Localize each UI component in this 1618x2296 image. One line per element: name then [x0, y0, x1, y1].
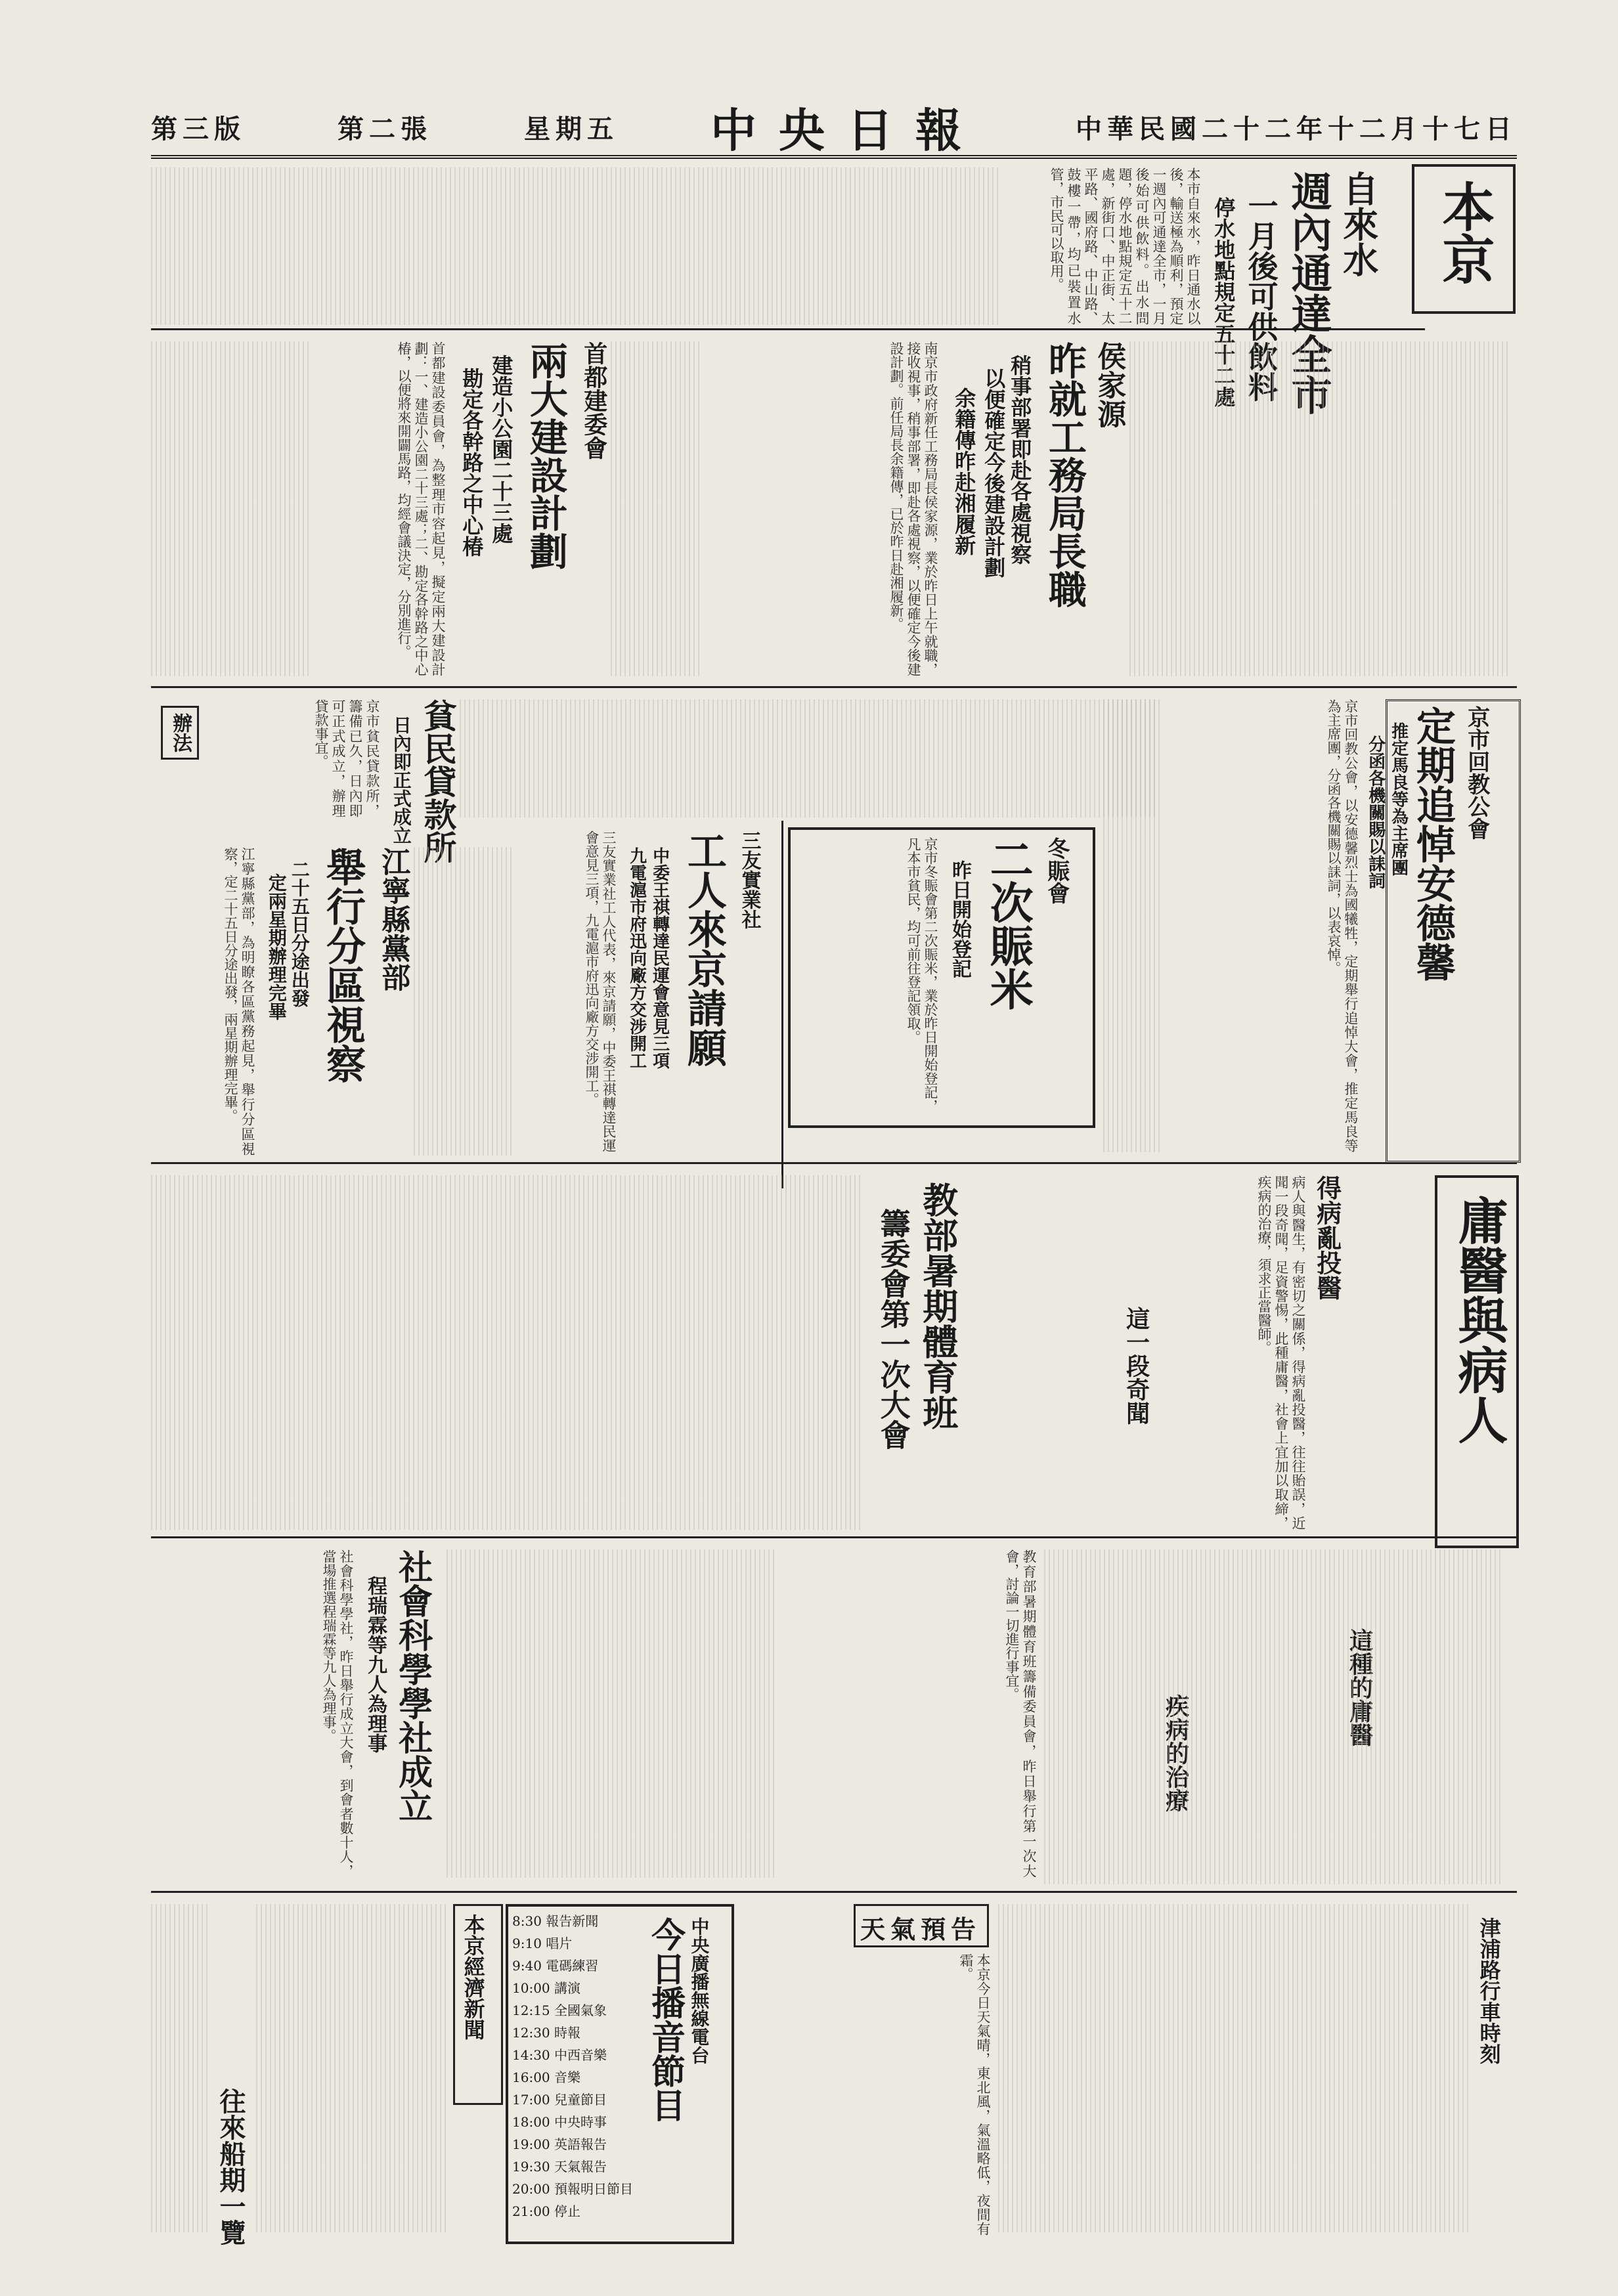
- article-subtitle: 一月後可供飲料: [1243, 190, 1279, 402]
- rail-table: [998, 1904, 1471, 2232]
- radio-program: 停止: [554, 2203, 580, 2219]
- article-body: 首都建設委員會，為整理市容起見，擬定兩大建設計劃：一、建造小公園二十三處；二、勘定各幹路之中心椿，以便將來開闢馬路，均經會議決定，分別進行。: [396, 341, 446, 676]
- text-texture: [151, 167, 998, 325]
- article-head: 自來水: [1337, 171, 1380, 277]
- rule: [781, 821, 783, 1188]
- article-subtitle: 分函各機關賜以誄詞: [1365, 735, 1386, 889]
- article-subtitle: 日內即正式成立: [390, 716, 412, 844]
- radio-title: 今日播音節目: [645, 1917, 686, 2122]
- rule: [151, 686, 1517, 688]
- radio-time: 10:00: [512, 1980, 554, 1996]
- radio-row: [512, 2000, 637, 2021]
- radio-time: 21:00: [512, 2203, 554, 2219]
- article-subtitle: 建造小公園二十三處: [489, 355, 514, 544]
- article-title: 二次賑米: [982, 837, 1034, 1010]
- loan-tag: 辦法: [161, 706, 199, 760]
- article-body: 江寧縣黨部，為明瞭各區黨務起見，舉行分區視察，定二十五日分途出發，兩星期辦理完畢。: [223, 847, 255, 1156]
- section-label: 本京: [1433, 180, 1495, 285]
- article-subtitle: 定兩星期辦理完畢: [265, 873, 288, 1020]
- article-body: 南京市政府新任工務局長侯家源，業於昨日上午就職，接收視事，稍事部署，即赴各處視察，以便確定今後建設計劃。前任局長余籍傳，已於昨日赴湘履新。: [888, 341, 938, 676]
- column-title: 庸醫與病人: [1450, 1195, 1508, 1444]
- radio-row: [512, 1911, 637, 1932]
- radio-row: [512, 2178, 637, 2199]
- article-body: 京市冬賑會第二次賑米，業於昨日開始登記，凡本市貧民，均可前往登記領取。: [906, 837, 938, 1113]
- article-body: 本市自來水，昨日通水以後，輸送極為順利，預定一週內可通達全市，一月後始可供飲料。出水問題，停水地點規定五十二處，新街口、中正街、太平路、國府路、中山路、鼓樓一帶，均已裝置水管，市民可以取用。: [1049, 167, 1201, 325]
- market-table: [256, 1904, 447, 2232]
- radio-row: [512, 2156, 637, 2177]
- radio-row: [512, 1955, 637, 1976]
- radio-program: 中央時事: [554, 2114, 607, 2130]
- text-texture: [151, 1175, 860, 1530]
- article-subtitle: 推定馬良等為主席團: [1388, 722, 1409, 876]
- column-subtitle: 疾病的治療: [1162, 1694, 1190, 1812]
- article-title: 兩大建設計劃: [523, 341, 568, 570]
- article-head: 京市回教公會: [1463, 706, 1490, 840]
- radio-row: [512, 2067, 637, 2088]
- text-texture: [447, 1549, 775, 1878]
- column-subtitle: 這一段奇聞: [1122, 1307, 1150, 1425]
- article-subtitle: 余籍傳昨赴湘履新: [951, 387, 977, 555]
- masthead-issue: 第二張: [338, 113, 432, 144]
- article-title: 週內通達全市: [1284, 171, 1333, 415]
- masthead-title: 中央日報: [711, 102, 984, 158]
- article-body: 三友實業社工人代表，來京請願，中委王祺轉達民運會意見三項，九電滬市府迅向廠方交涉開工。: [584, 831, 617, 1152]
- radio-row: [512, 2045, 637, 2066]
- masthead: [151, 98, 1517, 159]
- article-title: 昨就工務局長職: [1041, 341, 1087, 608]
- radio-time: 18:00: [512, 2114, 554, 2130]
- radio-program: 時報: [554, 2025, 580, 2041]
- radio-time: 20:00: [512, 2181, 554, 2197]
- article-head: 江寧縣黨部: [376, 847, 410, 991]
- masthead-page: 第三版: [151, 113, 246, 144]
- article-title: 貧民貸款所: [418, 699, 458, 863]
- column-subtitle: 得病亂投醫: [1312, 1175, 1342, 1300]
- weather-title: 天氣預告: [860, 1915, 982, 1944]
- radio-program: 電碼練習: [546, 1958, 599, 1974]
- article-body: 京市回教公會，以安德馨烈士為國犧牲，定期舉行追悼大會，推定馬良等為主席團，分函各機關賜以誄詞，以表哀悼。: [1326, 699, 1359, 1152]
- article-subtitle: 停水地點規定五十二處: [1211, 197, 1236, 407]
- article-body: 京市貧民貸款所，籌備已久，日內即可正式成立，辦理貸款事宜。: [313, 699, 380, 817]
- article-head: 首都建委會: [580, 341, 608, 460]
- article-subtitle: 程瑞霖等九人為理事: [364, 1576, 387, 1753]
- article-title: 定期追悼安德馨: [1410, 706, 1456, 982]
- column-body: 病人與醫生，有密切之關係，得病亂投醫，往往貽誤，近聞一段奇聞，足資警惕，此種庸醫，社會上宜加以取締，疾病的治療，須求正當醫師。: [1256, 1175, 1306, 1530]
- column-subtitle: 這種的庸醫: [1345, 1628, 1374, 1746]
- radio-program: 報告新聞: [546, 1913, 599, 1929]
- article-subtitle: 昨日開始登記: [948, 860, 971, 978]
- radio-time: 14:30: [512, 2047, 554, 2063]
- radio-program: 天氣報告: [554, 2159, 607, 2175]
- section-box: [1412, 164, 1516, 314]
- article-subtitle: 中委王祺轉達民運會意見三項: [649, 847, 670, 1069]
- radio-row: [512, 2201, 637, 2222]
- radio-time: 19:00: [512, 2136, 554, 2152]
- radio-program: 兒童節目: [554, 2092, 607, 2108]
- radio-program: 講演: [554, 1980, 580, 1996]
- radio-time: 12:30: [512, 2025, 554, 2041]
- article-subtitle: 稍事部署即赴各處視察: [1007, 355, 1033, 565]
- weather-body: 本京今日天氣晴，東北風，氣溫略低，夜間有霜。: [958, 1953, 991, 2236]
- article-subtitle: 二十五日分途出發: [288, 860, 311, 1007]
- radio-row: [512, 2112, 637, 2133]
- article-title: 社會科學學社成立: [392, 1549, 433, 1823]
- ship-title: 往來船期一覽: [215, 2088, 246, 2245]
- article-subtitle: 以便確定今後建設計劃: [981, 368, 1007, 578]
- radio-program: 預報明日節目: [554, 2181, 633, 2197]
- text-texture: [1044, 1549, 1504, 1884]
- text-texture: [151, 341, 309, 676]
- radio-time: 9:40: [512, 1958, 546, 1974]
- radio-row: [512, 2089, 637, 2110]
- rule: [151, 1162, 1517, 1164]
- radio-time: 17:00: [512, 2092, 554, 2108]
- radio-program: 全國氣象: [554, 2003, 607, 2018]
- radio-time: 8:30: [512, 1913, 546, 1929]
- radio-program: 音樂: [554, 2069, 580, 2085]
- market-title: 本京經濟新聞: [460, 1914, 486, 2040]
- article-head: 三友實業社: [737, 831, 761, 929]
- rule: [151, 1891, 1517, 1893]
- rule: [151, 1536, 1517, 1538]
- article-head: 冬賑會: [1043, 837, 1070, 904]
- article-subtitle: 籌委會第一次大會: [875, 1208, 911, 1450]
- text-texture: [414, 847, 512, 1156]
- masthead-weekday: 星期五: [524, 113, 619, 144]
- radio-row: [512, 1933, 637, 1954]
- text-texture: [611, 341, 703, 676]
- text-texture: [1129, 341, 1510, 676]
- article-title: 舉行分區視察: [320, 847, 366, 1083]
- rail-title: 津浦路行車時刻: [1476, 1917, 1502, 2064]
- radio-program: 英語報告: [554, 2136, 607, 2152]
- radio-row: [512, 2134, 637, 2155]
- article-subtitle: 勘定各幹路之中心椿: [459, 368, 485, 557]
- article-title: 教部暑期體育班: [917, 1182, 959, 1430]
- radio-row: [512, 1978, 637, 1999]
- radio-row: [512, 2022, 637, 2043]
- radio-program: 中西音樂: [554, 2047, 607, 2063]
- article-title: 工人來京請願: [681, 831, 727, 1067]
- text-texture: [460, 699, 1156, 817]
- ship-table: [151, 1904, 210, 2232]
- radio-time: 12:15: [512, 2003, 554, 2018]
- radio-list: [512, 1911, 637, 2232]
- radio-station: 中央廣播無線電台: [688, 1917, 711, 2064]
- radio-time: 16:00: [512, 2069, 554, 2085]
- radio-time: 9:10: [512, 1936, 546, 1951]
- masthead-date: 中華民國二十二年十二月十七日: [1076, 113, 1517, 144]
- article-subtitle: 九電滬市府迅向廠方交涉開工: [626, 847, 647, 1069]
- radio-time: 19:30: [512, 2159, 554, 2175]
- article-body: 社會科學學社，昨日舉行成立大會，到會者數十人，當場推選程瑞霖等九人為理事。: [321, 1549, 354, 1878]
- article-head: 侯家源: [1092, 341, 1126, 428]
- article-body: 教育部暑期體育班籌備委員會，昨日舉行第一次大會，討論一切進行事宜。: [1004, 1549, 1037, 1878]
- radio-program: 唱片: [546, 1936, 573, 1951]
